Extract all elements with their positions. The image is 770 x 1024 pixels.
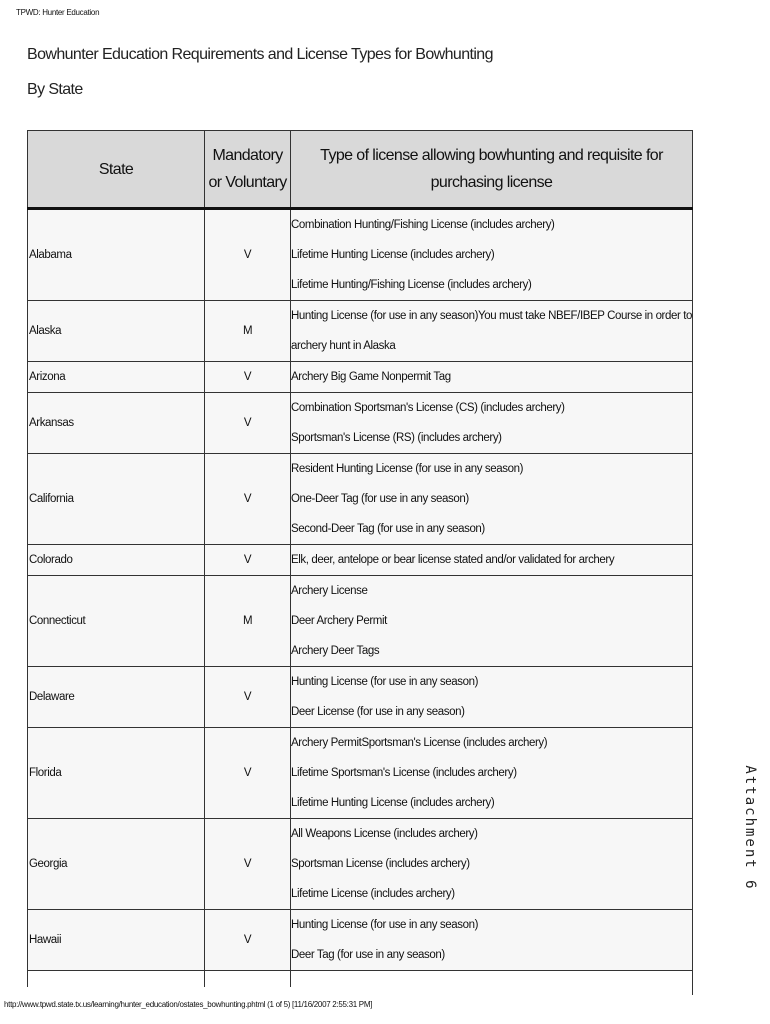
table-row	[28, 209, 693, 301]
state-cell: Delaware	[28, 667, 205, 728]
license-cell	[291, 667, 693, 728]
license-cell	[291, 209, 693, 301]
table-row	[28, 576, 693, 667]
mandatory-cell: V	[205, 819, 291, 910]
license-item: Archery License	[291, 585, 368, 597]
attachment-label: Attachment 6	[742, 765, 758, 891]
license-table	[27, 130, 693, 987]
license-item: Elk, deer, antelope or bear license stated and/or validated for archery	[291, 554, 615, 566]
license-item: Hunting License (for use in any season)	[291, 919, 479, 931]
license-cell	[291, 819, 693, 910]
empty-cell	[205, 971, 291, 988]
license-cell	[291, 454, 693, 545]
license-item: Combination Sportsman's License (CS) (includes archery)	[291, 402, 565, 414]
mandatory-cell: V	[205, 209, 291, 301]
license-item: All Weapons License (includes archery)	[291, 828, 478, 840]
license-cell	[291, 728, 693, 819]
state-cell: Arkansas	[28, 393, 205, 454]
license-cell	[291, 393, 693, 454]
mandatory-cell: V	[205, 667, 291, 728]
license-item: Deer License (for use in any season)	[291, 706, 465, 718]
page-title: Bowhunter Education Requirements and License Types for Bowhunting	[27, 46, 493, 63]
empty-cell	[291, 971, 693, 988]
license-item: Lifetime Hunting License (includes archery)	[291, 249, 495, 261]
state-cell: Colorado	[28, 545, 205, 576]
state-cell: California	[28, 454, 205, 545]
license-cell	[291, 545, 693, 576]
table-row	[28, 301, 693, 362]
license-cell	[291, 576, 693, 667]
license-item: Deer Tag (for use in any season)	[291, 949, 445, 961]
mandatory-cell: M	[205, 301, 291, 362]
license-item: Sportsman License (includes archery)	[291, 858, 470, 870]
header-license-type	[291, 131, 693, 209]
license-cell	[291, 301, 693, 362]
table-row	[28, 728, 693, 819]
mandatory-cell: M	[205, 576, 291, 667]
table-edge	[692, 978, 693, 995]
license-cell	[291, 910, 693, 971]
license-item: Sportsman's License (RS) (includes archery)	[291, 432, 502, 444]
table-row	[28, 910, 693, 971]
license-item: Lifetime Hunting License (includes archery)	[291, 797, 495, 809]
table-row	[28, 454, 693, 545]
mandatory-cell: V	[205, 728, 291, 819]
license-item: Lifetime License (includes archery)	[291, 888, 455, 900]
mandatory-cell: V	[205, 454, 291, 545]
mandatory-cell: V	[205, 545, 291, 576]
license-item: Archery Deer Tags	[291, 645, 380, 657]
state-cell: Hawaii	[28, 910, 205, 971]
state-cell: Alabama	[28, 209, 205, 301]
license-item: Combination Hunting/Fishing License (includes archery)	[291, 219, 555, 231]
table-row	[28, 819, 693, 910]
header-mandatory	[205, 131, 291, 209]
page-subtitle: By State	[27, 81, 83, 98]
license-item: Hunting License (for use in any season)	[291, 676, 479, 688]
empty-cell	[28, 971, 205, 988]
license-item: archery hunt in Alaska	[291, 340, 396, 352]
state-cell: Connecticut	[28, 576, 205, 667]
state-cell: Alaska	[28, 301, 205, 362]
header-mandatory-text: Mandatory or Voluntary	[208, 147, 287, 191]
license-item: Deer Archery Permit	[291, 615, 387, 627]
page-footer: http://www.tpwd.state.tx.us/learning/hunter_education/ostates_bowhunting.phtml (1 of 5) [11/16/2007 2:55:31 PM]	[4, 1000, 373, 1009]
license-item: Lifetime Hunting/Fishing License (includes archery)	[291, 279, 532, 291]
license-item: One-Deer Tag (for use in any season)	[291, 493, 469, 505]
state-cell: Florida	[28, 728, 205, 819]
license-item: Archery Big Game Nonpermit Tag	[291, 371, 451, 383]
table-row	[28, 545, 693, 576]
state-cell: Arizona	[28, 362, 205, 393]
license-item: Archery PermitSportsman's License (includes archery)	[291, 737, 548, 749]
license-item: Second-Deer Tag (for use in any season)	[291, 523, 485, 535]
page-header: TPWD: Hunter Education	[16, 8, 100, 17]
license-cell	[291, 362, 693, 393]
mandatory-cell: V	[205, 910, 291, 971]
header-license-text: Type of license allowing bowhunting and requisite for purchasing license	[320, 147, 663, 191]
state-cell: Georgia	[28, 819, 205, 910]
mandatory-cell: V	[205, 393, 291, 454]
table-continuation	[28, 971, 693, 988]
license-item: Hunting License (for use in any season)You must take NBEF/IBEP Course in order to	[291, 310, 692, 322]
license-item: Lifetime Sportsman's License (includes archery)	[291, 767, 517, 779]
license-item: Resident Hunting License (for use in any season)	[291, 463, 524, 475]
mandatory-cell: V	[205, 362, 291, 393]
header-state: State	[28, 131, 205, 209]
table-row	[28, 362, 693, 393]
table-row	[28, 393, 693, 454]
table-row	[28, 667, 693, 728]
